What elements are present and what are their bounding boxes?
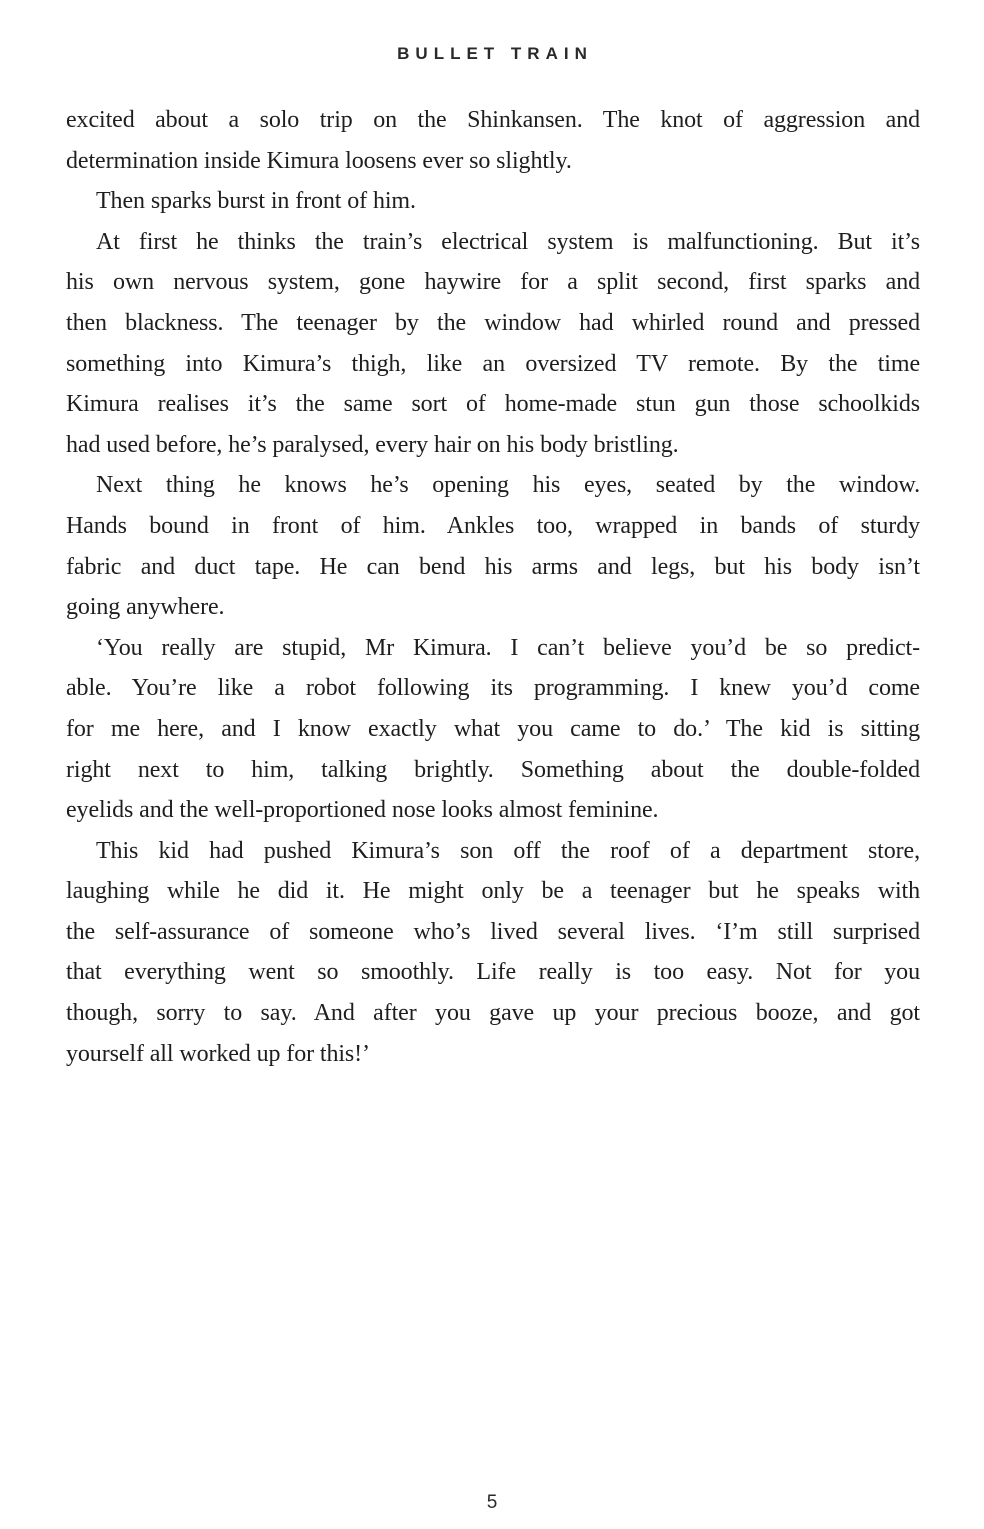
text-line: At first he thinks the train’s electrical system is malfunctioning. But it’s <box>96 228 920 255</box>
text-line: ‘You really are stupid, Mr Kimura. I can’t believe you’d be so predict- <box>96 634 920 661</box>
text-line: Then sparks burst in front of him. <box>96 188 416 215</box>
text-line: that everything went so smoothly. Life really is too easy. Not for you <box>66 959 920 986</box>
text-line: his own nervous system, gone haywire for a split second, first sparks and <box>66 269 920 296</box>
text-line: yourself all worked up for this!’ <box>66 1040 370 1067</box>
paragraph <box>66 222 920 466</box>
page-number: 5 <box>486 1492 498 1513</box>
paragraph <box>66 628 920 831</box>
text-line: Kimura realises it’s the same sort of home-made stun gun those schoolkids <box>66 391 920 418</box>
paragraph <box>66 181 920 222</box>
paragraph <box>66 100 920 181</box>
text-line: right next to him, talking brightly. Something about the double-folded <box>66 756 920 783</box>
text-line: determination inside Kimura loosens ever so slightly. <box>66 147 572 174</box>
text-line: This kid had pushed Kimura’s son off the roof of a department store, <box>96 837 920 864</box>
text-line: though, sorry to say. And after you gave up your precious booze, and got <box>66 1000 920 1027</box>
text-line: for me here, and I know exactly what you came to do.’ The kid is sitting <box>66 715 920 742</box>
text-line: laughing while he did it. He might only be a teenager but he speaks with <box>66 878 920 905</box>
text-line: had used before, he’s paralysed, every hair on his body bristling. <box>66 431 679 458</box>
text-line: able. You’re like a robot following its programming. I knew you’d come <box>66 675 920 702</box>
paragraph <box>66 831 920 1075</box>
body-text <box>66 100 920 1074</box>
text-line: something into Kimura’s thigh, like an oversized TV remote. By the time <box>66 350 920 377</box>
text-line: Next thing he knows he’s opening his eyes, seated by the window. <box>96 472 920 499</box>
paragraph <box>66 465 920 627</box>
text-line: the self-assurance of someone who’s lived several lives. ‘I’m still surprised <box>66 918 920 945</box>
text-line: eyelids and the well-proportioned nose looks almost feminine. <box>66 797 659 824</box>
text-line: fabric and duct tape. He can bend his arms and legs, but his body isn’t <box>66 553 920 580</box>
text-line: excited about a solo trip on the Shinkansen. The knot of aggression and <box>66 107 920 133</box>
running-header: BULLET TRAIN <box>397 44 593 63</box>
text-line: then blackness. The teenager by the window had whirled round and pressed <box>66 309 920 336</box>
text-line: going anywhere. <box>66 594 225 621</box>
text-line: Hands bound in front of him. Ankles too, wrapped in bands of sturdy <box>66 512 920 539</box>
